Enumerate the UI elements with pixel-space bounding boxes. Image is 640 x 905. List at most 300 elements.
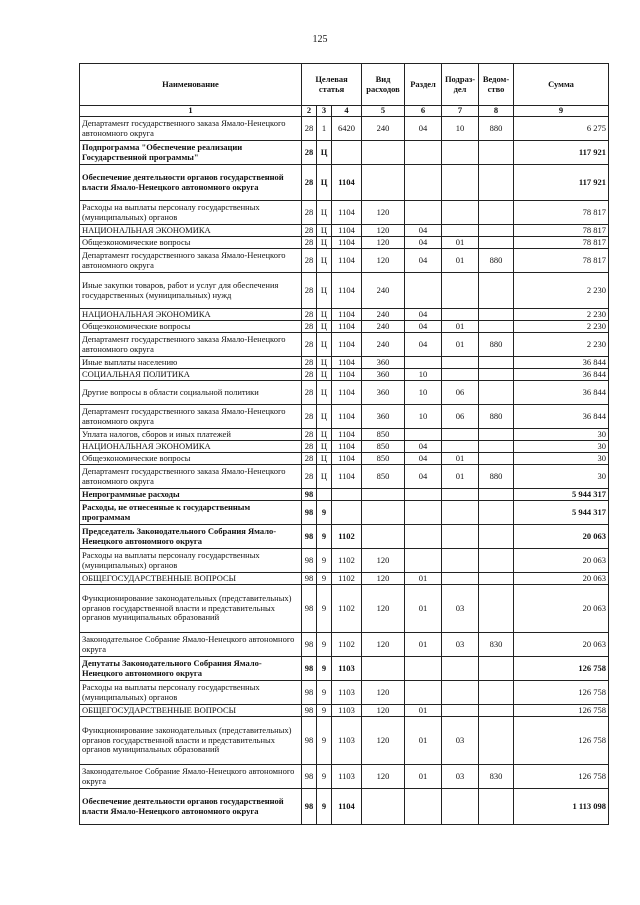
row-target-code — [332, 141, 362, 165]
row-section — [405, 789, 442, 825]
row-target-program: 98 — [302, 705, 317, 717]
row-name: Общеэкономические вопросы — [80, 237, 302, 249]
row-target-program: 98 — [302, 717, 317, 765]
table-row — [80, 225, 609, 237]
row-name: Председатель Законодательного Собрания Ямало-Ненецкого автономного округа — [80, 525, 302, 549]
row-target-code: 1102 — [332, 573, 362, 585]
row-target-code: 1104 — [332, 357, 362, 369]
row-section: 10 — [405, 381, 442, 405]
row-target-code: 1104 — [332, 441, 362, 453]
row-section — [405, 489, 442, 501]
row-sum: 36 844 — [514, 357, 609, 369]
row-name: Департамент государственного заказа Ямало-Ненецкого автономного округа — [80, 117, 302, 141]
row-subsection: 01 — [442, 249, 479, 273]
row-section: 04 — [405, 441, 442, 453]
table-row — [80, 369, 609, 381]
row-target-subprogram: 9 — [317, 681, 332, 705]
row-sum: 2 230 — [514, 273, 609, 309]
row-name: Общеэкономические вопросы — [80, 321, 302, 333]
row-target-subprogram: 9 — [317, 633, 332, 657]
row-department: 880 — [479, 117, 514, 141]
row-subsection: 03 — [442, 717, 479, 765]
table-row — [80, 789, 609, 825]
row-name: ОБЩЕГОСУДАРСТВЕННЫЕ ВОПРОСЫ — [80, 573, 302, 585]
colnum-6: 6 — [405, 106, 442, 117]
row-target-subprogram: Ц — [317, 201, 332, 225]
row-sum: 20 063 — [514, 585, 609, 633]
table-row — [80, 405, 609, 429]
table-row — [80, 201, 609, 225]
row-section — [405, 429, 442, 441]
row-sum: 1 113 098 — [514, 789, 609, 825]
row-target-code: 1104 — [332, 225, 362, 237]
row-section: 01 — [405, 717, 442, 765]
row-target-code: 1104 — [332, 321, 362, 333]
row-expense-kind: 120 — [362, 249, 405, 273]
row-department — [479, 705, 514, 717]
header-expense-kind: Вид расходов — [362, 64, 405, 106]
row-target-subprogram: 9 — [317, 525, 332, 549]
row-target-code: 1102 — [332, 549, 362, 573]
row-target-subprogram: Ц — [317, 405, 332, 429]
table-row — [80, 273, 609, 309]
colnum-8: 8 — [479, 106, 514, 117]
row-target-program: 28 — [302, 333, 317, 357]
row-subsection: 03 — [442, 633, 479, 657]
row-expense-kind: 120 — [362, 705, 405, 717]
row-sum: 5 944 317 — [514, 501, 609, 525]
row-sum: 126 758 — [514, 657, 609, 681]
row-department — [479, 225, 514, 237]
table-row — [80, 117, 609, 141]
row-target-subprogram: Ц — [317, 321, 332, 333]
row-department — [479, 273, 514, 309]
row-expense-kind: 240 — [362, 273, 405, 309]
row-section — [405, 273, 442, 309]
row-target-code: 6420 — [332, 117, 362, 141]
row-target-code: 1104 — [332, 249, 362, 273]
row-name: Расходы, не отнесенные к государственным программам — [80, 501, 302, 525]
row-subsection — [442, 369, 479, 381]
table-row — [80, 453, 609, 465]
row-expense-kind: 360 — [362, 405, 405, 429]
row-sum: 36 844 — [514, 381, 609, 405]
row-target-code: 1104 — [332, 201, 362, 225]
table-row — [80, 309, 609, 321]
row-section — [405, 165, 442, 201]
row-target-program: 98 — [302, 585, 317, 633]
row-target-subprogram: Ц — [317, 441, 332, 453]
row-section — [405, 657, 442, 681]
row-section: 10 — [405, 405, 442, 429]
row-name: Обеспечение деятельности органов государственной власти Ямало-Ненецкого автономного округа — [80, 165, 302, 201]
row-target-program: 28 — [302, 453, 317, 465]
row-section: 01 — [405, 633, 442, 657]
table-row — [80, 381, 609, 405]
row-department — [479, 357, 514, 369]
row-subsection — [442, 573, 479, 585]
row-name: Иные выплаты населению — [80, 357, 302, 369]
row-name: Расходы на выплаты персоналу государственных (муниципальных) органов — [80, 681, 302, 705]
table-row — [80, 333, 609, 357]
row-name: Подпрограмма "Обеспечение реализации Государственной программы" — [80, 141, 302, 165]
row-expense-kind: 360 — [362, 357, 405, 369]
row-sum: 126 758 — [514, 717, 609, 765]
row-target-code: 1104 — [332, 237, 362, 249]
row-target-code: 1104 — [332, 465, 362, 489]
header-subsection: Подраз-дел — [442, 64, 479, 106]
row-target-program: 28 — [302, 201, 317, 225]
row-target-code: 1104 — [332, 429, 362, 441]
row-target-subprogram: Ц — [317, 381, 332, 405]
row-expense-kind: 120 — [362, 201, 405, 225]
row-sum: 117 921 — [514, 141, 609, 165]
row-target-program: 28 — [302, 381, 317, 405]
row-section: 10 — [405, 369, 442, 381]
row-department — [479, 489, 514, 501]
row-target-program: 28 — [302, 165, 317, 201]
table-row — [80, 585, 609, 633]
table-row — [80, 357, 609, 369]
row-target-subprogram: Ц — [317, 465, 332, 489]
table-row — [80, 429, 609, 441]
row-sum: 20 063 — [514, 549, 609, 573]
row-section — [405, 525, 442, 549]
row-target-code — [332, 489, 362, 501]
row-expense-kind: 120 — [362, 717, 405, 765]
row-subsection — [442, 525, 479, 549]
row-target-code: 1103 — [332, 681, 362, 705]
row-target-subprogram: 9 — [317, 789, 332, 825]
row-subsection — [442, 441, 479, 453]
row-sum: 30 — [514, 453, 609, 465]
row-subsection: 03 — [442, 585, 479, 633]
row-name: Обеспечение деятельности органов государственной власти Ямало-Ненецкого автономного округа — [80, 789, 302, 825]
row-subsection — [442, 489, 479, 501]
colnum-2: 2 — [302, 106, 317, 117]
row-target-program: 98 — [302, 501, 317, 525]
row-target-subprogram: Ц — [317, 309, 332, 321]
row-subsection — [442, 273, 479, 309]
row-target-subprogram: 9 — [317, 705, 332, 717]
row-name: Законодательное Собрание Ямало-Ненецкого автономного округа — [80, 633, 302, 657]
row-target-code: 1104 — [332, 273, 362, 309]
row-department — [479, 717, 514, 765]
row-subsection — [442, 501, 479, 525]
row-section: 01 — [405, 705, 442, 717]
row-sum: 2 230 — [514, 321, 609, 333]
row-target-program: 28 — [302, 429, 317, 441]
row-section — [405, 357, 442, 369]
row-sum: 126 758 — [514, 705, 609, 717]
row-name: Расходы на выплаты персоналу государственных (муниципальных) органов — [80, 549, 302, 573]
row-expense-kind — [362, 489, 405, 501]
row-section: 04 — [405, 465, 442, 489]
row-target-subprogram: Ц — [317, 165, 332, 201]
row-sum: 2 230 — [514, 309, 609, 321]
colnum-7: 7 — [442, 106, 479, 117]
header-sum: Сумма — [514, 64, 609, 106]
table-row — [80, 705, 609, 717]
row-name: Законодательное Собрание Ямало-Ненецкого автономного округа — [80, 765, 302, 789]
header-target-article: Целевая статья — [302, 64, 362, 106]
row-target-program: 98 — [302, 681, 317, 705]
row-department — [479, 681, 514, 705]
row-target-code: 1103 — [332, 705, 362, 717]
table-row — [80, 573, 609, 585]
row-sum: 126 758 — [514, 681, 609, 705]
colnum-5: 5 — [362, 106, 405, 117]
row-expense-kind — [362, 657, 405, 681]
row-sum: 78 817 — [514, 249, 609, 273]
row-target-program: 98 — [302, 765, 317, 789]
row-subsection: 10 — [442, 117, 479, 141]
row-name: Функционирование законодательных (представительных) органов государственной власти и представительных органов муниципальных образований — [80, 585, 302, 633]
colnum-4: 4 — [332, 106, 362, 117]
row-expense-kind: 120 — [362, 585, 405, 633]
row-expense-kind: 850 — [362, 453, 405, 465]
row-subsection: 01 — [442, 321, 479, 333]
row-name: СОЦИАЛЬНАЯ ПОЛИТИКА — [80, 369, 302, 381]
row-subsection — [442, 549, 479, 573]
row-department — [479, 525, 514, 549]
row-target-code: 1104 — [332, 789, 362, 825]
row-expense-kind: 120 — [362, 633, 405, 657]
row-target-program: 98 — [302, 789, 317, 825]
row-sum: 126 758 — [514, 765, 609, 789]
row-expense-kind: 120 — [362, 549, 405, 573]
row-department — [479, 165, 514, 201]
row-department — [479, 141, 514, 165]
row-expense-kind: 120 — [362, 237, 405, 249]
row-department — [479, 573, 514, 585]
table-row — [80, 657, 609, 681]
row-target-subprogram: Ц — [317, 429, 332, 441]
row-target-program: 28 — [302, 441, 317, 453]
row-expense-kind: 120 — [362, 225, 405, 237]
row-target-code: 1102 — [332, 633, 362, 657]
row-expense-kind — [362, 501, 405, 525]
row-name: Депутаты Законодательного Собрания Ямало-Ненецкого автономного округа — [80, 657, 302, 681]
row-expense-kind: 850 — [362, 465, 405, 489]
header-section: Раздел — [405, 64, 442, 106]
table-row — [80, 717, 609, 765]
row-sum: 20 063 — [514, 573, 609, 585]
row-sum: 5 944 317 — [514, 489, 609, 501]
row-name: Функционирование законодательных (представительных) органов государственной власти и представительных органов муниципальных образований — [80, 717, 302, 765]
row-target-code: 1104 — [332, 453, 362, 465]
row-sum: 20 063 — [514, 525, 609, 549]
row-expense-kind: 850 — [362, 441, 405, 453]
row-name: Уплата налогов, сборов и иных платежей — [80, 429, 302, 441]
row-sum: 2 230 — [514, 333, 609, 357]
row-target-code: 1103 — [332, 765, 362, 789]
row-department — [479, 657, 514, 681]
row-target-program: 28 — [302, 405, 317, 429]
row-subsection: 06 — [442, 381, 479, 405]
row-name: Иные закупки товаров, работ и услуг для обеспечения государственных (муниципальных) нужд — [80, 273, 302, 309]
row-name: Другие вопросы в области социальной политики — [80, 381, 302, 405]
row-subsection — [442, 429, 479, 441]
row-subsection: 01 — [442, 453, 479, 465]
row-subsection — [442, 165, 479, 201]
row-sum: 78 817 — [514, 237, 609, 249]
row-target-program: 28 — [302, 249, 317, 273]
row-target-subprogram: Ц — [317, 249, 332, 273]
row-department — [479, 237, 514, 249]
row-department: 880 — [479, 333, 514, 357]
row-department — [479, 321, 514, 333]
row-target-code: 1103 — [332, 657, 362, 681]
row-subsection — [442, 657, 479, 681]
row-target-program: 98 — [302, 573, 317, 585]
row-target-subprogram: 9 — [317, 717, 332, 765]
row-department — [479, 441, 514, 453]
row-sum: 6 275 — [514, 117, 609, 141]
table-row — [80, 501, 609, 525]
row-subsection — [442, 225, 479, 237]
row-department — [479, 549, 514, 573]
header-name: Наименование — [80, 64, 302, 106]
row-section: 04 — [405, 309, 442, 321]
row-subsection — [442, 357, 479, 369]
row-target-program: 28 — [302, 237, 317, 249]
row-target-program: 98 — [302, 657, 317, 681]
row-name: НАЦИОНАЛЬНАЯ ЭКОНОМИКА — [80, 225, 302, 237]
row-target-subprogram: Ц — [317, 369, 332, 381]
row-section: 04 — [405, 225, 442, 237]
row-expense-kind — [362, 165, 405, 201]
table-row — [80, 249, 609, 273]
table-row — [80, 633, 609, 657]
row-target-subprogram: 9 — [317, 501, 332, 525]
row-section: 04 — [405, 333, 442, 357]
row-section: 01 — [405, 573, 442, 585]
row-target-code: 1104 — [332, 165, 362, 201]
row-expense-kind: 120 — [362, 573, 405, 585]
row-expense-kind: 240 — [362, 309, 405, 321]
row-department: 880 — [479, 465, 514, 489]
row-department — [479, 429, 514, 441]
column-number-row — [80, 106, 609, 117]
table-row — [80, 237, 609, 249]
row-target-subprogram: 9 — [317, 765, 332, 789]
row-department — [479, 453, 514, 465]
row-target-code: 1104 — [332, 369, 362, 381]
row-sum: 30 — [514, 465, 609, 489]
row-subsection: 03 — [442, 765, 479, 789]
row-section — [405, 141, 442, 165]
row-section: 04 — [405, 249, 442, 273]
row-subsection — [442, 705, 479, 717]
row-expense-kind: 240 — [362, 117, 405, 141]
row-name: НАЦИОНАЛЬНАЯ ЭКОНОМИКА — [80, 309, 302, 321]
row-section: 04 — [405, 237, 442, 249]
row-section — [405, 201, 442, 225]
row-subsection — [442, 789, 479, 825]
row-target-program: 28 — [302, 357, 317, 369]
row-section — [405, 501, 442, 525]
colnum-3: 3 — [317, 106, 332, 117]
row-name: Департамент государственного заказа Ямало-Ненецкого автономного округа — [80, 249, 302, 273]
row-target-subprogram: Ц — [317, 453, 332, 465]
row-section: 01 — [405, 585, 442, 633]
row-department — [479, 381, 514, 405]
row-target-program: 98 — [302, 489, 317, 501]
row-target-code: 1102 — [332, 585, 362, 633]
row-target-program: 28 — [302, 321, 317, 333]
table-header-row — [80, 64, 609, 106]
row-target-program: 98 — [302, 525, 317, 549]
row-target-subprogram: 9 — [317, 573, 332, 585]
table-row — [80, 141, 609, 165]
row-sum: 78 817 — [514, 225, 609, 237]
row-name: ОБЩЕГОСУДАРСТВЕННЫЕ ВОПРОСЫ — [80, 705, 302, 717]
row-target-subprogram: 1 — [317, 117, 332, 141]
row-sum: 30 — [514, 429, 609, 441]
row-target-subprogram: Ц — [317, 141, 332, 165]
row-subsection — [442, 141, 479, 165]
table-row — [80, 441, 609, 453]
row-target-program: 98 — [302, 633, 317, 657]
row-name: НАЦИОНАЛЬНАЯ ЭКОНОМИКА — [80, 441, 302, 453]
row-department — [479, 501, 514, 525]
row-target-code: 1102 — [332, 525, 362, 549]
row-subsection: 01 — [442, 465, 479, 489]
row-expense-kind: 240 — [362, 321, 405, 333]
header-department: Ведом-ство — [479, 64, 514, 106]
row-expense-kind: 240 — [362, 333, 405, 357]
row-subsection: 01 — [442, 333, 479, 357]
colnum-1: 1 — [80, 106, 302, 117]
row-name: Непрограммные расходы — [80, 489, 302, 501]
row-department — [479, 585, 514, 633]
row-expense-kind: 360 — [362, 369, 405, 381]
row-department: 830 — [479, 765, 514, 789]
row-sum: 30 — [514, 441, 609, 453]
page-number: 125 — [312, 34, 328, 45]
row-target-code: 1104 — [332, 381, 362, 405]
row-sum: 78 817 — [514, 201, 609, 225]
row-target-program: 28 — [302, 273, 317, 309]
row-section: 04 — [405, 117, 442, 141]
row-expense-kind: 120 — [362, 765, 405, 789]
row-department — [479, 789, 514, 825]
row-target-subprogram: Ц — [317, 333, 332, 357]
row-sum: 36 844 — [514, 369, 609, 381]
row-department: 830 — [479, 633, 514, 657]
row-expense-kind — [362, 141, 405, 165]
row-target-code: 1104 — [332, 405, 362, 429]
row-name: Департамент государственного заказа Ямало-Ненецкого автономного округа — [80, 333, 302, 357]
table-row — [80, 165, 609, 201]
row-subsection: 06 — [442, 405, 479, 429]
row-target-program: 28 — [302, 309, 317, 321]
row-department — [479, 309, 514, 321]
budget-table — [79, 63, 609, 825]
row-expense-kind: 850 — [362, 429, 405, 441]
table-row — [80, 489, 609, 501]
row-department: 880 — [479, 405, 514, 429]
table-row — [80, 549, 609, 573]
row-target-subprogram — [317, 489, 332, 501]
row-target-program: 28 — [302, 225, 317, 237]
table-row — [80, 465, 609, 489]
row-subsection — [442, 309, 479, 321]
row-department — [479, 369, 514, 381]
row-target-subprogram: Ц — [317, 225, 332, 237]
row-sum: 20 063 — [514, 633, 609, 657]
